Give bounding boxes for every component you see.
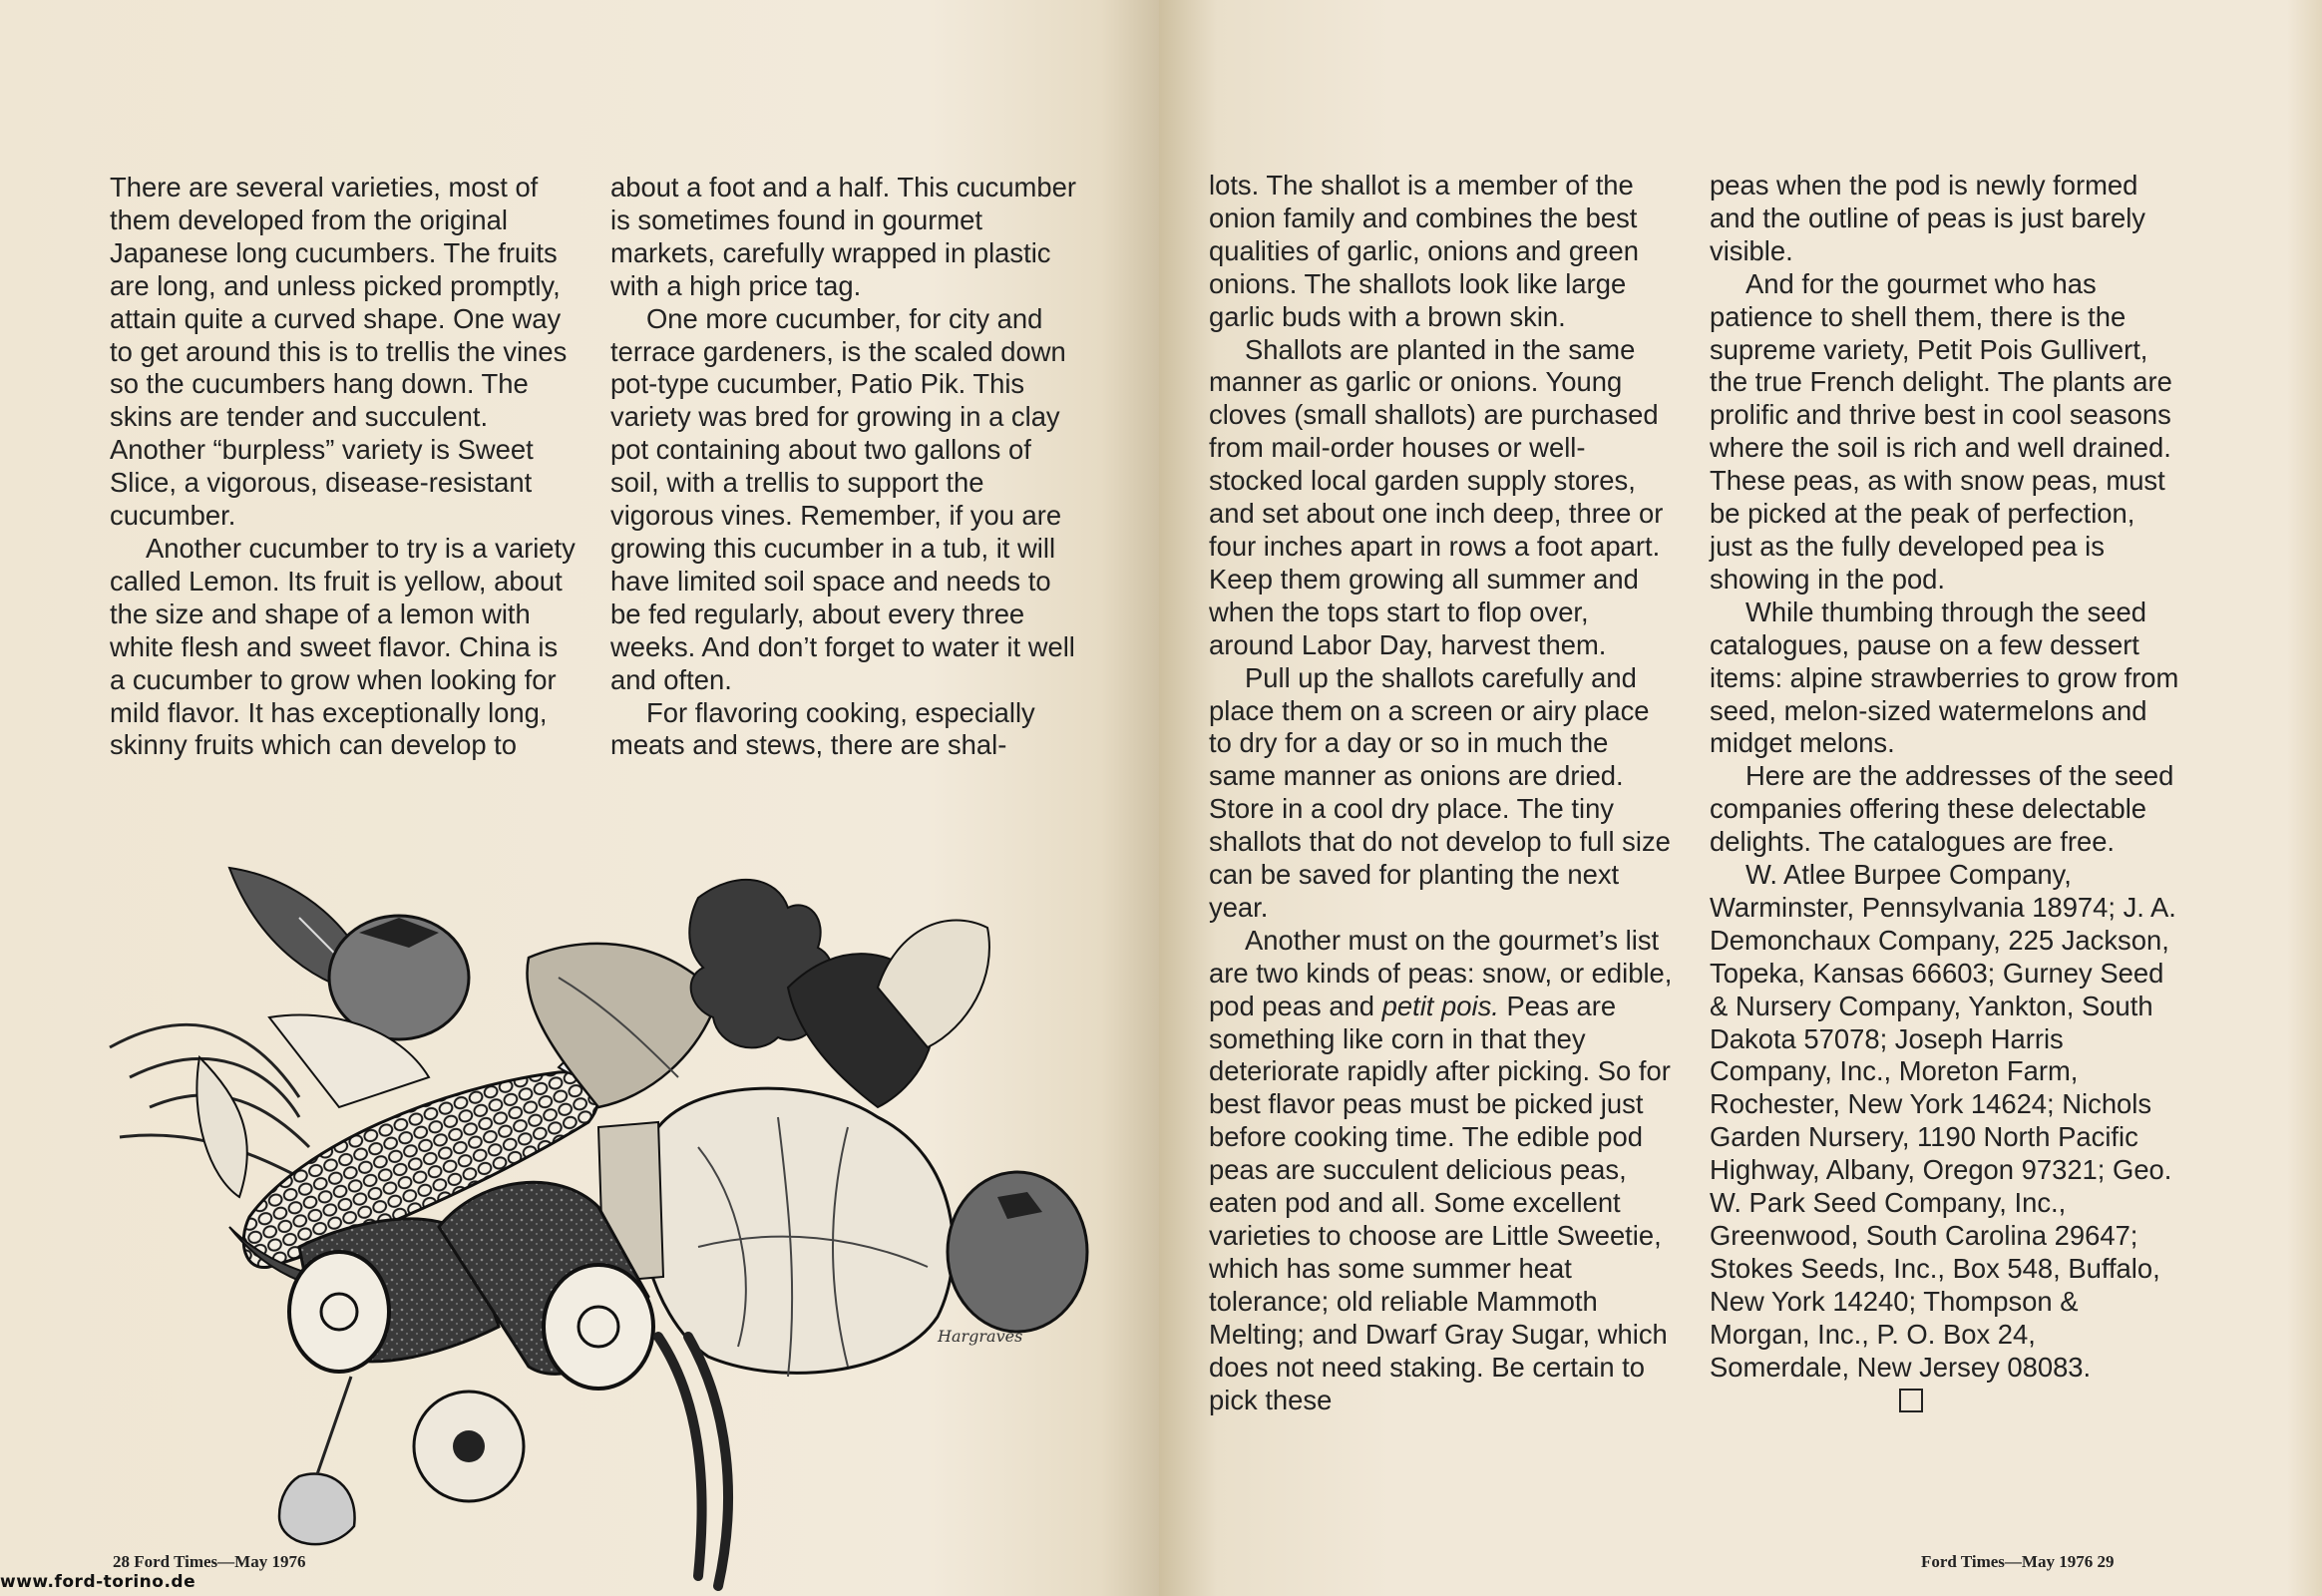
paragraph: Pull up the shallots carefully and place them on a screen or airy place to dry for a day or so in much the same manner as onions are dried. Store in a cool dry place. The tiny shallots that do not develop to full size can be saved for planting the next year. xyxy=(1209,661,1671,923)
paragraph: There are several varieties, most of them developed from the original Japanese long cucumbers. The fruits are long, and unless picked promptly, attain quite a curved shape. One way to get around this is to trellis the vines so the cucumbers hang down. The skins are tender and succulent. Another “burpless” variety is Sweet Slice, a vigorous, disease-resistant cucumber. xyxy=(110,172,568,532)
article-column-1 xyxy=(110,172,579,762)
paragraph: One more cucumber, for city and terrace gardeners, is the scaled down pot-type cucumber, Patio Pik. This variety was bred for growing in a clay pot containing about two gallons of soil, with a trellis to support the vigorous vines. Remember, if you are growing this cucumber in a tub, it will have limited soil space and needs to be fed regularly, about every three weeks. And don’t forget to water it well and often. xyxy=(610,302,1075,695)
cucumber-slice-2 xyxy=(544,1265,653,1389)
address-paragraph xyxy=(1710,859,2180,1416)
paragraph: peas when the pod is newly formed and the outline of peas is just barely visible. xyxy=(1710,170,2146,266)
paragraph: For flavoring cooking, especially meats and stews, there are shal- xyxy=(610,696,1035,761)
article-column-4 xyxy=(1710,170,2180,1416)
paragraph: And for the gourmet who has patience to shell them, there is the supreme variety, Petit Pois Gullivert, the true French delight. The plants are prolific and thrive best in cool seasons where the soil is rich and well drained. These peas, as with snow peas, must be picked at the peak of perfection, just as the fully developed pea is showing in the pod. xyxy=(1710,267,2172,595)
paragraph xyxy=(1209,925,1676,1417)
cucumber-slice xyxy=(289,1252,389,1372)
paragraph: Here are the addresses of the seed companies offering these delectable delights. The catalogues are free. xyxy=(1710,760,2174,858)
watermark-url[interactable]: www.ford-torino.de xyxy=(0,1572,196,1592)
italic-term: petit pois. xyxy=(1381,990,1499,1021)
illustration-signature: Hargraves xyxy=(938,1327,1023,1346)
addresses-text: W. Atlee Burpee Company, Warminster, Pennsylvania 18974; J. A. Demonchaux Company, 225 Jackson, Topeka, Kansas 66603; Gurney Seed & Nursery Company, Yankton, South Dakota 57078; Joseph Harris Company, Inc., Moreton Farm, Rochester, New York 14624; Nichols Garden Nursery, 1190 North Pacific Highway, Albany, Oregon 97321; Geo. W. Park Seed Company, Inc., Greenwood, South Carolina 29647; Stokes Seeds, Inc., Box 548, Buffalo, New York 14240; Thompson & Morgan, Inc., P. O. Box 24, Somerdale, New Jersey 08083. xyxy=(1710,859,2176,1383)
text-run: Peas are something like corn in that they deteriorate rapidly after picking. So for best flavor peas must be picked just before cooking time. The edible pod peas are succulent delicious peas, eaten pod and all. Some excellent varieties to choose are Little Sweetie, which has some summer heat tolerance; old reliable Mammoth Melting; and Dwarf Gray Sugar, which does not need staking. Be certain to pick these xyxy=(1209,990,1671,1415)
end-mark-icon xyxy=(1899,1389,1923,1412)
paragraph: Shallots are planted in the same manner as garlic or onions. Young cloves (small shallots) are purchased from mail-order houses or well-stocked local garden supply stores, and set about one inch deep, three or four inches apart in rows a foot apart. Keep them growing all summer and when the tops start to flop over, around Labor Day, harvest them. xyxy=(1209,333,1664,660)
cabbage xyxy=(640,1088,954,1373)
paragraph: Another cucumber to try is a variety called Lemon. Its fruit is yellow, about the size and shape of a lemon with white flesh and sweet flavor. China is a cucumber to grow when looking for mild flavor. It has exceptionally long, skinny fruits which can develop to xyxy=(110,532,576,761)
page-folio-left: 28 Ford Times—May 1976 xyxy=(113,1552,306,1571)
paragraph: about a foot and a half. This cucumber is sometimes found in gourmet markets, carefully wrapped in plastic with a high price tag. xyxy=(610,172,1076,301)
pea-pods xyxy=(658,1337,728,1586)
text-run: Another must on the gourmet’s list are two kinds of peas: snow, or edible, pod peas and xyxy=(1209,924,1673,1021)
paragraph: While thumbing through the seed catalogues, pause on a few dessert items: alpine strawberries to grow from seed, melon-sized watermelons and midget melons. xyxy=(1710,596,2179,759)
article-column-3 xyxy=(1209,170,1676,1416)
paragraph: lots. The shallot is a member of the onion family and combines the best qualities of garlic, onions and green onions. The shallots look like large garlic buds with a brown skin. xyxy=(1209,170,1639,332)
page-folio-right: Ford Times—May 1976 29 xyxy=(1921,1552,2115,1571)
shallot xyxy=(279,1473,355,1544)
article-column-2 xyxy=(610,172,1084,762)
